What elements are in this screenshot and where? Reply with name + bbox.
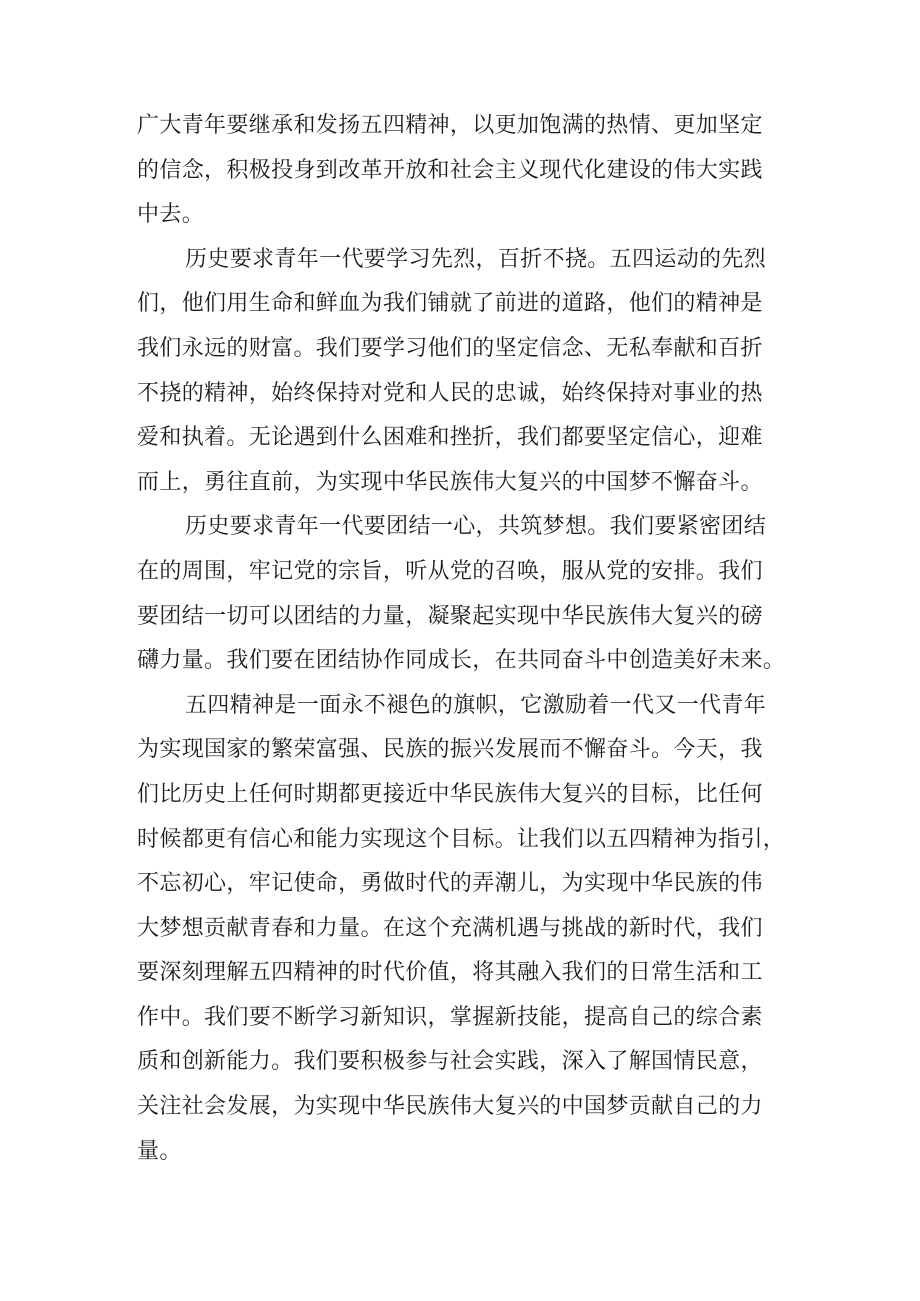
text-line: 不挠的精神，始终保持对党和人民的忠诚，始终保持对事业的热 — [137, 380, 763, 406]
text-line: 爱和执着。无论遇到什么困难和挫折，我们都要坚定信心，迎难 — [137, 425, 763, 451]
text-line: 不忘初心，牢记使命，勇做时代的弄潮儿，为实现中华民族的伟 — [137, 871, 763, 897]
text-line: 我们永远的财富。我们要学习他们的坚定信念、无私奉献和百折 — [137, 335, 763, 361]
text-line: 大梦想贡献青春和力量。在这个充满机遇与挑战的新时代，我们 — [137, 915, 763, 941]
text-line: 历史要求青年一代要学习先烈，百折不挠。五四运动的先烈 — [185, 246, 767, 272]
text-line: 关注社会发展，为实现中华民族伟大复兴的中国梦贡献自己的力 — [137, 1094, 763, 1120]
text-line: 历史要求青年一代要团结一心，共筑梦想。我们要紧密团结 — [185, 514, 767, 540]
paragraph — [137, 684, 797, 1175]
text-line: 要团结一切可以团结的力量，凝聚起实现中华民族伟大复兴的磅 — [137, 603, 763, 629]
text-line: 质和创新能力。我们要积极参与社会实践，深入了解国情民意， — [137, 1049, 763, 1075]
text-line: 要深刻理解五四精神的时代价值，将其融入我们的日常生活和工 — [137, 960, 763, 986]
text-line: 们，他们用生命和鲜血为我们铺就了前进的道路，他们的精神是 — [137, 291, 763, 317]
text-line: 量。 — [137, 1138, 182, 1164]
text-line: 们比历史上任何时期都更接近中华民族伟大复兴的目标，比任何 — [137, 781, 763, 807]
text-line: 广大青年要继承和发扬五四精神，以更加饱满的热情、更加坚定 — [137, 113, 763, 138]
text-line: 中去。 — [137, 202, 205, 228]
text-line: 礴力量。我们要在团结协作同成长，在共同奋斗中创造美好未来。 — [137, 648, 786, 674]
paragraph — [137, 238, 797, 506]
text-line: 作中。我们要不断学习新知识，掌握新技能，提高自己的综合素 — [137, 1004, 763, 1030]
text-line: 五四精神是一面永不褪色的旗帜，它激励着一代又一代青年 — [185, 692, 767, 718]
text-line: 的信念，积极投身到改革开放和社会主义现代化建设的伟大实践 — [137, 157, 763, 183]
paragraph — [137, 505, 797, 683]
text-line: 而上，勇往直前，为实现中华民族伟大复兴的中国梦不懈奋斗。 — [137, 469, 763, 495]
text-line: 为实现国家的繁荣富强、民族的振兴发展而不懈奋斗。今天，我 — [137, 737, 763, 763]
paragraph — [137, 104, 797, 238]
document-body — [137, 104, 797, 1174]
text-line: 时候都更有信心和能力实现这个目标。让我们以五四精神为指引， — [137, 826, 786, 852]
text-line: 在的周围，牢记党的宗旨，听从党的召唤，服从党的安排。我们 — [137, 558, 763, 584]
